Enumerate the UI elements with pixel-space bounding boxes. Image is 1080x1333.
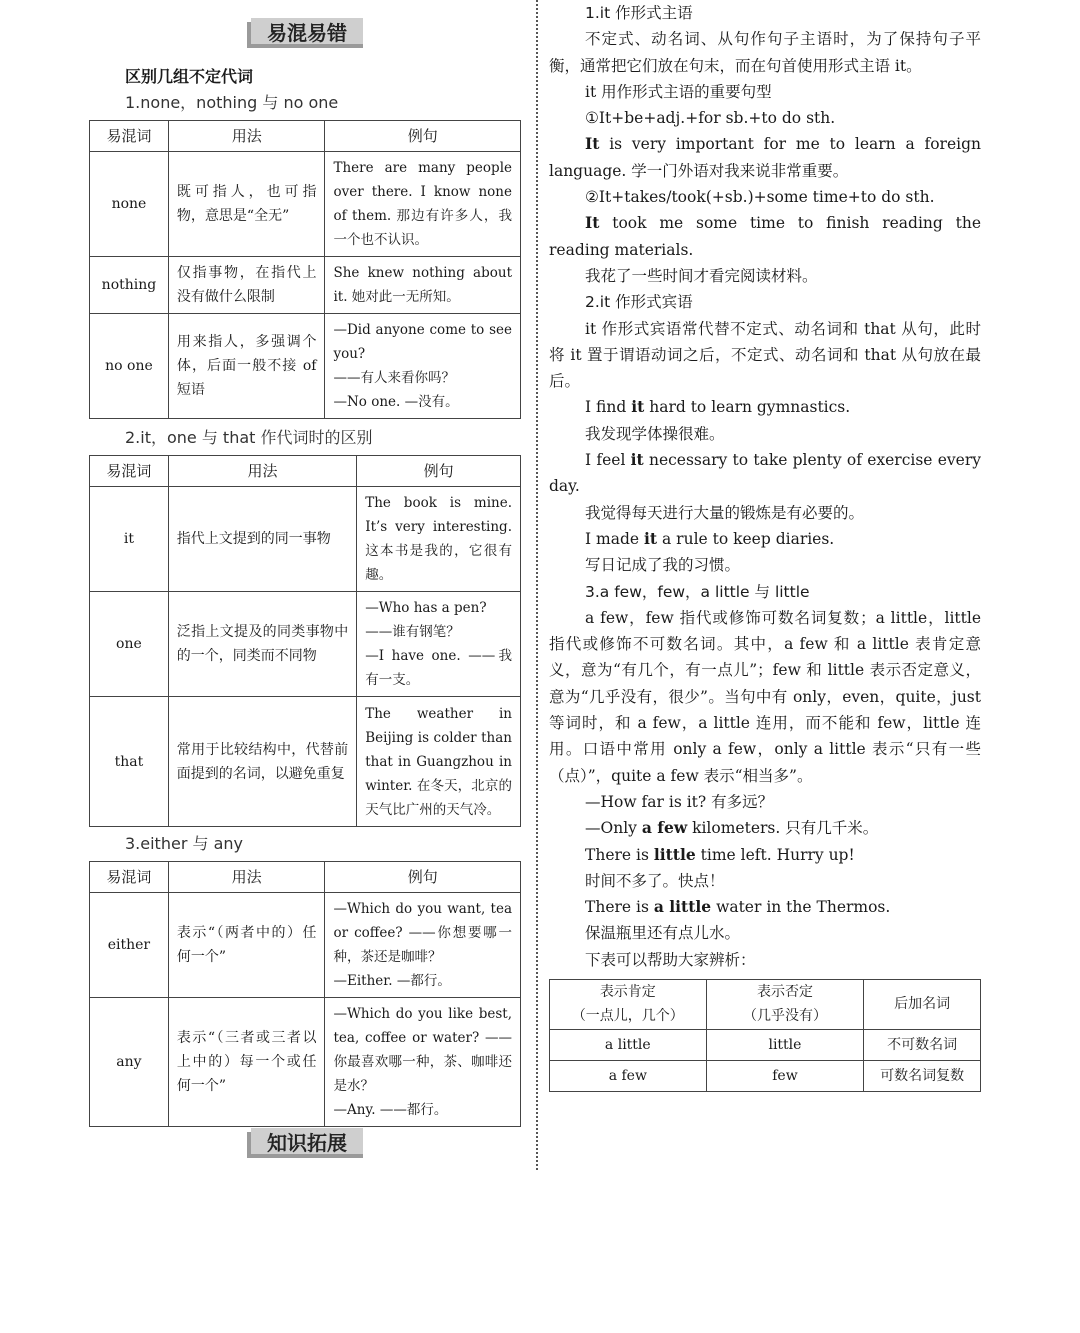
- table-row: [550, 1060, 981, 1091]
- example-cell: [325, 314, 521, 419]
- example-sentence: —How far is it? 有多远？: [585, 792, 774, 811]
- example-sentence: It took me some time to finish reading the reading materials.: [549, 213, 981, 259]
- pattern: ①It+be+adj.+for sb.+to do sth.: [585, 109, 836, 128]
- word-cell: either: [90, 893, 169, 998]
- banner-title-2: 知识拓展: [267, 1131, 347, 1155]
- example-cell: [325, 893, 521, 998]
- word-cell: it: [90, 487, 169, 592]
- word-cell: that: [90, 697, 169, 827]
- header-example: 例句: [357, 456, 521, 487]
- usage-cell: 用来指人，多强调个体，后面一般不接 of 短语: [168, 314, 325, 419]
- example-sentence: I made it a rule to keep diaries.: [585, 528, 835, 548]
- paragraph: 不定式、动名词、从句作句子主语时，为了保持句子平衡，通常把它们放在句末，而在句首使用形式主语 it。: [549, 30, 981, 75]
- cell: a little: [550, 1029, 707, 1060]
- usage-cell: 既可指人，也可指物，意思是“全无”: [168, 152, 325, 257]
- table-1-title: 1.none，nothing 与 no one: [125, 93, 339, 112]
- example-line: —Did anyone come to see you?: [333, 322, 512, 362]
- usage-cell: 仅指事物，在指代上没有做什么限制: [168, 257, 325, 314]
- heading-3: 3.a few，few，a little 与 little: [585, 582, 810, 601]
- table-2-title: 2.it，one 与 that 作代词时的区别: [125, 428, 373, 447]
- left-column: [89, 18, 521, 1127]
- cell: 可数名词复数: [864, 1060, 981, 1091]
- header-word: 易混词: [90, 121, 169, 152]
- table-row: [90, 257, 521, 314]
- table-2: [89, 455, 521, 827]
- heading-1: 1.it 作形式主语: [585, 4, 693, 22]
- subheading: 区别几组不定代词: [125, 67, 254, 86]
- example-line: —Any. ——都行。: [333, 1102, 448, 1118]
- example-line: —Which do you like best, tea, coffee or water? ——你最喜欢哪一种，茶、咖啡还是水？: [333, 1006, 512, 1094]
- column-divider: [536, 0, 538, 1170]
- table-1: [89, 120, 521, 419]
- example-line: ——谁有钢笔？: [365, 624, 460, 640]
- example-line: —Who has a pen?: [365, 600, 487, 616]
- header-noun: 后加名词: [864, 979, 981, 1029]
- heading-2: 2.it 作形式宾语: [585, 293, 693, 312]
- example-sentence: —Only a few kilometers. 只有几千米。: [585, 818, 879, 838]
- translation: 时间不多了。快点！: [585, 871, 725, 890]
- header-usage: 用法: [168, 121, 325, 152]
- table-3-title: 3.either 与 any: [125, 834, 243, 853]
- table-row: [90, 152, 521, 257]
- example-line: ——有人来看你吗？: [333, 370, 455, 386]
- translation: 我觉得每天进行大量的锻炼是有必要的。: [585, 503, 865, 522]
- header-example: 例句: [325, 862, 521, 893]
- table-3: [89, 861, 521, 1127]
- example-cell: [325, 998, 521, 1127]
- word-cell: any: [90, 998, 169, 1127]
- header-word: 易混词: [90, 862, 169, 893]
- example-sentence: I find it hard to learn gymnastics.: [585, 397, 851, 417]
- paragraph: it 用作形式主语的重要句型: [585, 82, 772, 101]
- paragraph: it 作形式宾语常代替不定式、动名词和 that 从句，此时将 it 置于谓语动词之后，不定式、动名词和 that 从句放在最后。: [549, 319, 981, 391]
- usage-cell: 表示“（三者或三者以上中的）每一个或任何一个”: [168, 998, 325, 1127]
- word-cell: no one: [90, 314, 169, 419]
- header-positive: 表示肯定 （一点儿，几个）: [550, 979, 707, 1029]
- translation: 我花了一些时间才看完阅读材料。: [585, 266, 818, 285]
- paragraph: 下表可以帮助大家辨析：: [585, 950, 756, 969]
- translation: 保温瓶里还有点儿水。: [585, 924, 741, 943]
- example-line: —Either. —都行。: [333, 973, 451, 989]
- example-line: —Which do you want, tea or coffee? ——你想要哪一种，茶还是咖啡？: [333, 901, 512, 965]
- word-cell: nothing: [90, 257, 169, 314]
- section-banner-2: [89, 1128, 365, 1162]
- pattern: ②It+takes/took(+sb.)+some time+to do sth.: [585, 188, 935, 207]
- cell: a few: [550, 1060, 707, 1091]
- example-sentence: There is little time left. Hurry up!: [585, 844, 855, 864]
- example-cell: [357, 592, 521, 697]
- header-negative: 表示否定 （几乎没有）: [706, 979, 864, 1029]
- comparison-table: [549, 979, 981, 1092]
- section-banner: [245, 18, 365, 52]
- header-example: 例句: [325, 121, 521, 152]
- example-cell: There are many people over there. I know none of them. 那边有许多人，我一个也不认识。: [325, 152, 521, 257]
- usage-cell: 表示“（两者中的）任何一个”: [168, 893, 325, 998]
- header-usage: 用法: [168, 862, 325, 893]
- right-column: [549, 0, 981, 1092]
- example-cell: The book is mine. It’s very interesting. 这本书是我的，它很有趣。: [357, 487, 521, 592]
- header-word: 易混词: [90, 456, 169, 487]
- example-cell: She knew nothing about it. 她对此一无所知。: [325, 257, 521, 314]
- banner-title: 易混易错: [267, 21, 347, 45]
- table-row: [90, 893, 521, 998]
- table-row: [550, 1029, 981, 1060]
- word-cell: none: [90, 152, 169, 257]
- table-row: [90, 314, 521, 419]
- usage-cell: 常用于比较结构中，代替前面提到的名词，以避免重复: [168, 697, 356, 827]
- cell: few: [706, 1060, 864, 1091]
- example-line: —I have one. ——我有一支。: [365, 648, 512, 688]
- usage-cell: 泛指上文提及的同类事物中的一个，同类而不同物: [168, 592, 356, 697]
- translation: 我发现学体操很难。: [585, 424, 725, 443]
- table-header-row: [550, 979, 981, 1029]
- example-line: —No one. —没有。: [333, 394, 459, 410]
- word-cell: one: [90, 592, 169, 697]
- table-row: [90, 697, 521, 827]
- example-sentence: There is a little water in the Thermos.: [585, 897, 891, 917]
- example-sentence: I feel it necessary to take plenty of exercise every day.: [549, 450, 981, 496]
- table-row: [90, 592, 521, 697]
- example-sentence: It is very important for me to learn a foreign language. 学一门外语对我来说非常重要。: [549, 134, 981, 180]
- paragraph: a few，few 指代或修饰可数名词复数；a little，little 指代或修饰不可数名词。其中，a few 和 a little 表肯定意义，意为“有几个，有一点儿”；few 和 little 表示否定意义，意为“几乎没有，很少”。当句中有 only，even，quite，just 等词时，和 a few，a little 连用，而不能和 few，little 连用。口语中常用 only a few，only a little 表示“只有一些（点）”，quite a few 表示“相当多”。: [549, 608, 981, 785]
- example-cell: The weather in Beijing is colder than that in Guangzhou in winter. 在冬天，北京的天气比广州的天气冷。: [357, 697, 521, 827]
- cell: little: [706, 1029, 864, 1060]
- usage-cell: 指代上文提到的同一事物: [168, 487, 356, 592]
- table-row: [90, 998, 521, 1127]
- translation: 写日记成了我的习惯。: [585, 556, 741, 575]
- header-usage: 用法: [168, 456, 356, 487]
- cell: 不可数名词: [864, 1029, 981, 1060]
- table-row: [90, 487, 521, 592]
